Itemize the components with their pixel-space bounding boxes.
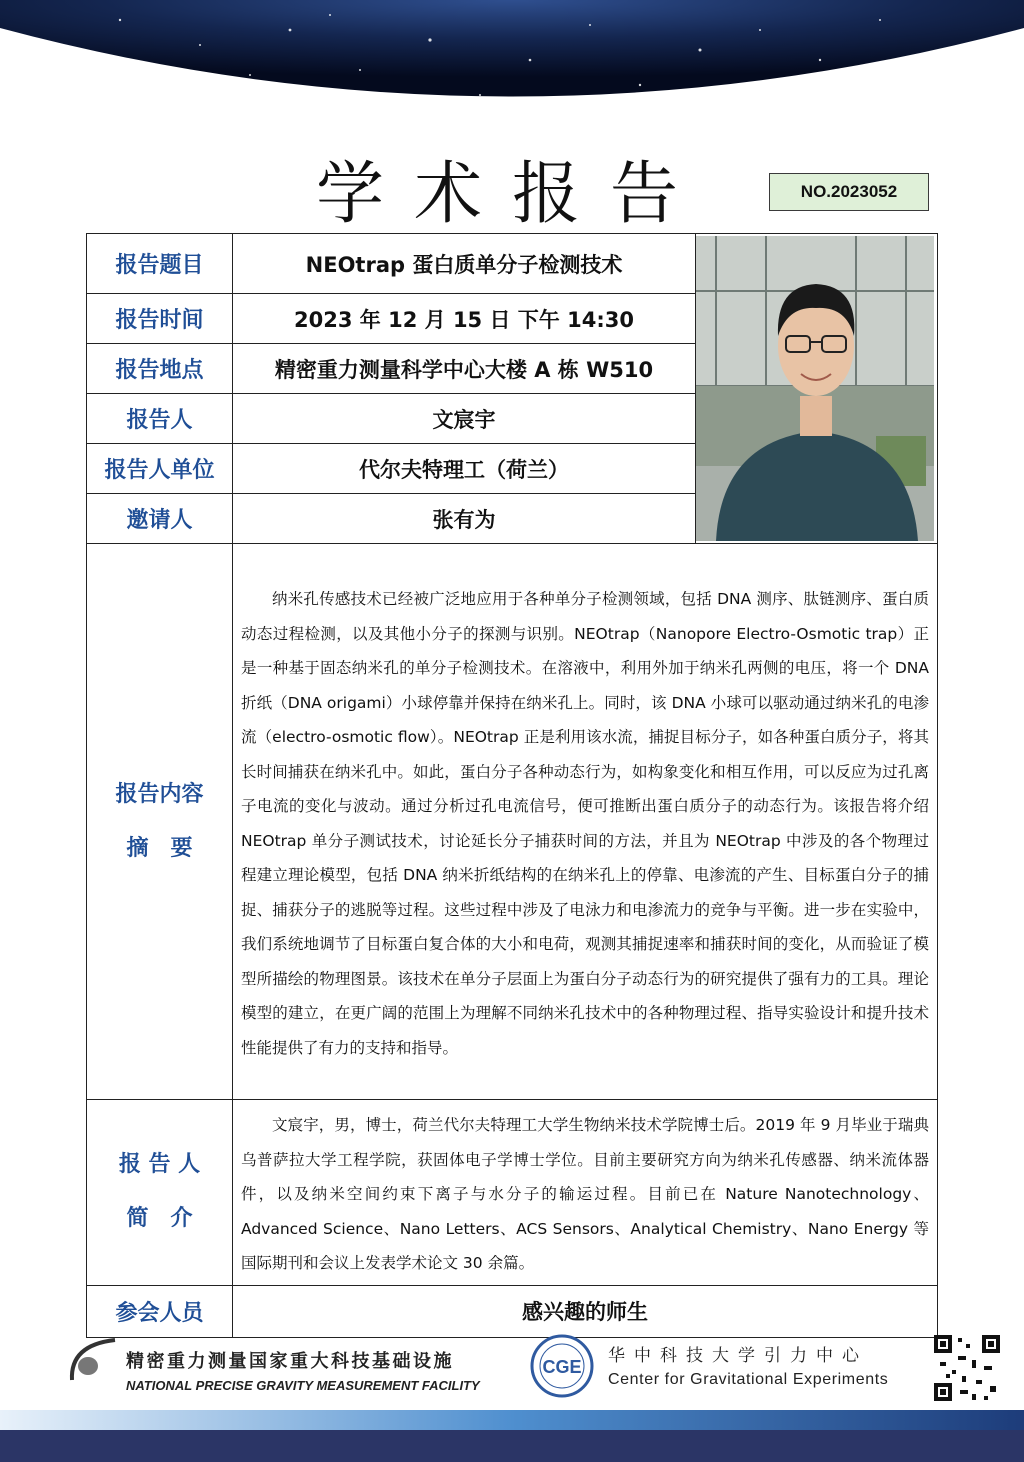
facility-logo-icon <box>72 1340 115 1380</box>
bio-text-cell <box>233 1100 938 1286</box>
value-attendees: 感兴趣的师生 <box>233 1285 938 1337</box>
center-name-en: Center for Gravitational Experiments <box>608 1371 889 1388</box>
facility-name-cn: 精密重力测量国家重大科技基础设施 <box>126 1351 454 1372</box>
abstract-text: 纳米孔传感技术已经被广泛地应用于各种单分子检测领域，包括 DNA 测序、肽链测序、蛋白质动态过程检测，以及其他小分子的探测与识别。NEOtrap（Nanopore Electro-Osmotic trap）正是一种基于固态纳米孔的单分子检测技术。在溶液中，利用外加于纳米孔两侧的电压，将一个 DNA 折纸（DNA origami）小球停靠并保持在纳米孔上。同时，该 DNA 小球可以驱动通过纳米孔的电渗流（electro-osmotic flow）。NEOtrap 正是利用该水流，捕捉目标分子，如各种蛋白质分子，将其长时间捕获在纳米孔中。如此，蛋白分子各种动态行为，如构象变化和相互作用，可以反应为过孔离子电流的变化与波动。通过分析过孔电流信号，便可推断出蛋白质分子的动态行为。该报告将介绍 NEOtrap 单分子测试技术，讨论延长分子捕获时间的方法，并且为 NEOtrap 中涉及的各个物理过程建立理论模型，包括 DNA 纳米折纸结构的在纳米孔上的停靠、电渗流的产生、目标蛋白分子的捕捉、捕获分子的逃脱等过程。这些过程中涉及了电泳力和电渗流力的竞争与平衡。进一步在实验中，我们系统地调节了目标蛋白复合体的大小和电荷，观测其捕捉速率和捕获时间的变化，从而验证了模型所描绘的物理图景。该技术在单分子层面上为蛋白分子动态行为的研究提供了强有力的工具。理论模型的建立，在更广阔的范围上为理解不同纳米孔技术中的各种物理过程、指导实验设计和提升技术性能提供了有力的支持和指导。 <box>241 590 929 1057</box>
speaker-photo-cell <box>696 234 938 544</box>
value-time: 2023 年 12 月 15 日 下午 14:30 <box>233 294 696 344</box>
label-bio-line1: 报 告 人 <box>118 1152 201 1178</box>
row-topic <box>87 234 938 294</box>
label-bio <box>87 1100 233 1286</box>
label-inviter: 邀请人 <box>87 494 233 544</box>
footer-dark-band <box>0 1430 1024 1462</box>
cge-seal-icon <box>532 1336 592 1396</box>
value-affiliation: 代尔夫特理工（荷兰） <box>233 444 696 494</box>
label-abstract-line1: 报告内容 <box>115 781 204 807</box>
bio-text: 文宸宇，男，博士，荷兰代尔夫特理工大学生物纳米技术学院博士后。2019 年 9 月毕业于瑞典乌普萨拉大学工程学院，获固体电子学博士学位。目前主要研究方向为纳米孔传感器、纳米流体器件，以及纳米空间约束下离子与水分子的输运过程。目前已在 Nature Nanotechnology、Advanced Science、Nano Letters、ACS Sensors、Analytical Chemistry、Nano Energy 等国际期刊和会议上发表学术论文 30 余篇。 <box>241 1116 929 1272</box>
value-place: 精密重力测量科学中心大楼 A 栋 W510 <box>233 344 696 394</box>
footer-gradient-bar <box>0 1410 1024 1430</box>
label-abstract-line2: 摘 要 <box>126 835 193 861</box>
label-bio-line2: 简 介 <box>126 1206 193 1232</box>
label-time: 报告时间 <box>87 294 233 344</box>
report-info-table <box>86 233 938 1338</box>
starry-sky-banner <box>0 0 1024 150</box>
abstract-text-cell <box>233 544 938 1100</box>
value-inviter: 张有为 <box>233 494 696 544</box>
label-affiliation: 报告人单位 <box>87 444 233 494</box>
row-bio <box>87 1100 938 1286</box>
cge-seal-text: CGE <box>542 1357 582 1377</box>
speaker-photo <box>696 236 934 541</box>
value-speaker: 文宸宇 <box>233 394 696 444</box>
label-attendees: 参会人员 <box>87 1285 233 1337</box>
center-name-cn: 华中科技大学引力中心 <box>608 1346 868 1366</box>
footer <box>0 1330 1024 1462</box>
row-abstract <box>87 544 938 1100</box>
document-number-badge: NO.2023052 <box>769 173 929 211</box>
label-speaker: 报告人 <box>87 394 233 444</box>
facility-name-en: NATIONAL PRECISE GRAVITY MEASUREMENT FACILITY <box>126 1378 480 1393</box>
value-topic: NEOtrap 蛋白质单分子检测技术 <box>233 234 696 294</box>
page-title: 学术报告 <box>315 155 708 234</box>
label-abstract <box>87 544 233 1100</box>
label-topic: 报告题目 <box>87 234 233 294</box>
label-place: 报告地点 <box>87 344 233 394</box>
qr-code-icon <box>934 1335 1000 1401</box>
